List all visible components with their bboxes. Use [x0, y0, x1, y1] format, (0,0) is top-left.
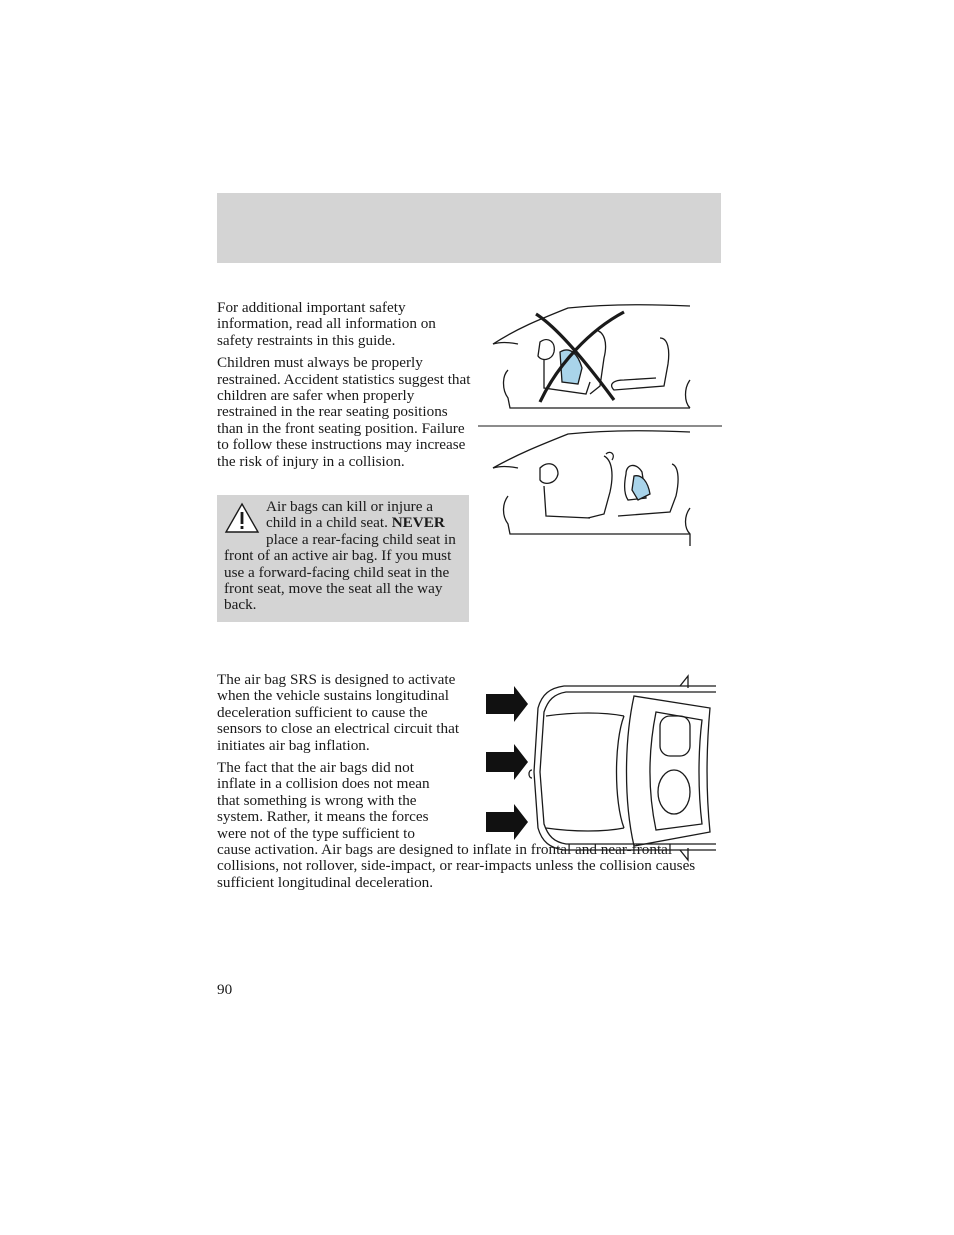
intro-text: [217, 300, 472, 476]
child-seat-illustration: [478, 298, 722, 550]
impact-arrow-icon: [486, 744, 528, 780]
srs-p2-line: The fact that the air bags did not: [217, 759, 414, 777]
srs-p2-line: were not of the type sufficient to: [217, 824, 415, 842]
warning-box: [217, 495, 469, 622]
frontal-impact-illustration: [484, 672, 718, 872]
srs-p2-line: inflate in a collision does not mean: [217, 775, 430, 793]
warning-line-1: Air bags can kill or injure a child in a child seat.: [266, 498, 434, 532]
impact-arrow-icon: [486, 804, 528, 840]
srs-paragraph-1: The air bag SRS is designed to activate when the vehicle sustains longitudinal deceleration sufficient to cause the sensors to close an electrical circuit that initiates air bag inflation.: [217, 671, 460, 754]
warning-rest: place a rear-facing child seat in front of an active air bag. If you must use a forward-facing child seat in the front seat, move the seat all the way back.: [224, 530, 456, 614]
header-band: [217, 193, 721, 263]
warning-triangle-icon: [224, 501, 260, 535]
page-number: 90: [217, 981, 233, 998]
warning-never: NEVER: [391, 514, 445, 532]
intro-paragraph-1: For additional important safety information, read all information on safety restraints in this guide.: [217, 299, 436, 349]
impact-arrow-icon: [486, 686, 528, 722]
srs-p2-line: system. Rather, it means the forces: [217, 808, 429, 826]
intro-paragraph-2: Children must always be properly restrained. Accident statistics suggest that children are safer when properly restrained in the rear seating positions than in the front seating position. Failure to follow these instructions may increase the risk of injury in a collision.: [217, 354, 471, 470]
srs-p2-line: that something is wrong with the: [217, 791, 417, 809]
srs-p2-continuation: cause activation. Air bags are designed to inflate in frontal and near-frontal collisions, not rollover, side-impact, or rear-impacts unless the collision causes sufficient longitudinal deceleration.: [217, 841, 696, 891]
